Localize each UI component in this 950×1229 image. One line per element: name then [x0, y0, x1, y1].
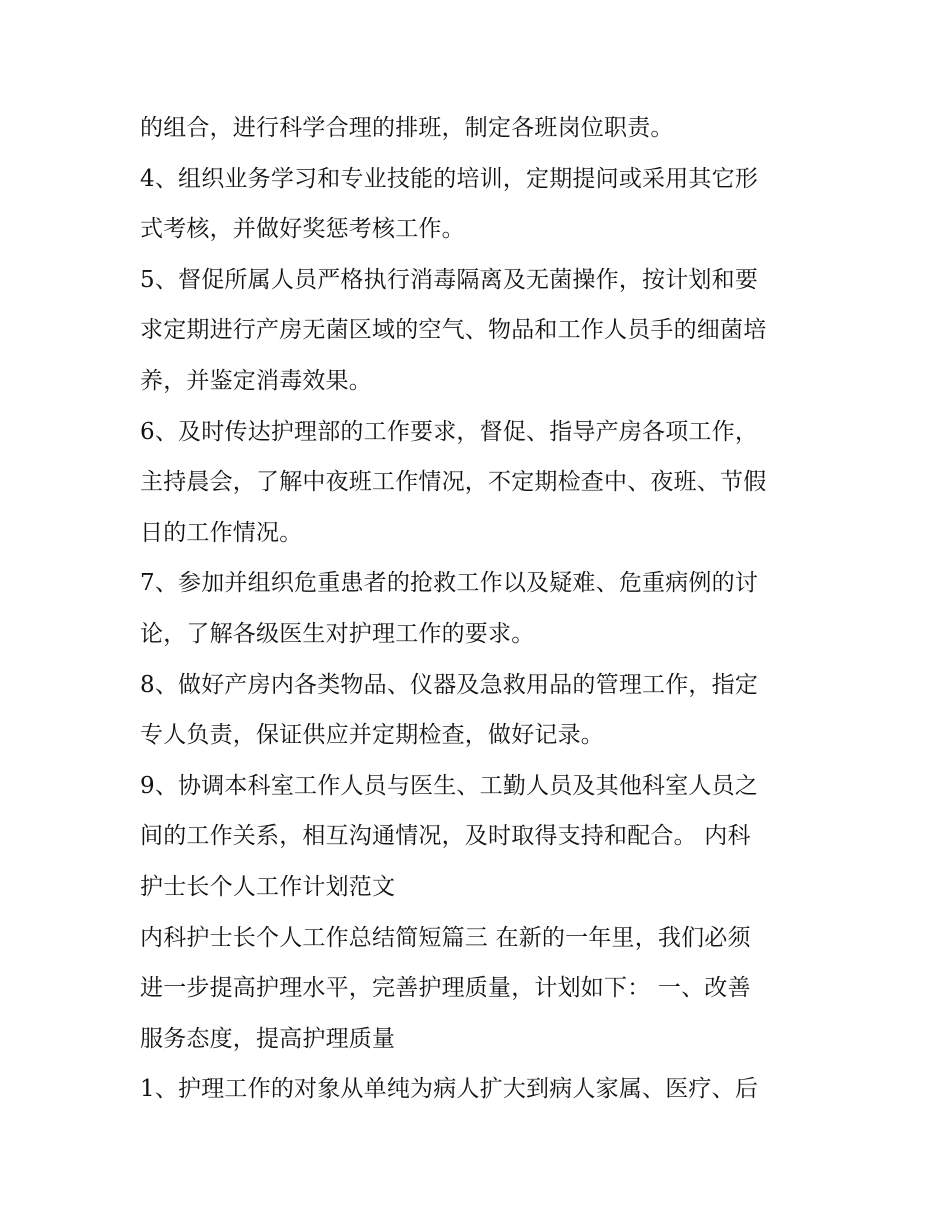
text-line: 日的工作情况。 [140, 519, 303, 546]
text-line: 进一步提高护理水平，完善护理质量，计划如下： 一、改善 [140, 975, 751, 1002]
text-line: 5、督促所属人员严格执行消毒隔离及无菌操作，按计划和要 [140, 266, 759, 293]
text-line: 1、护理工作的对象从单纯为病人扩大到病人家属、医疗、后 [140, 1076, 759, 1103]
text-line: 间的工作关系，相互沟通情况，及时取得支持和配合。 内科 [140, 823, 751, 850]
text-line: 6、及时传达护理部的工作要求，督促、指导产房各项工作， [140, 418, 759, 445]
text-line: 内科护士长个人工作总结简短篇三 在新的一年里，我们必须 [140, 924, 751, 951]
text-line: 论，了解各级医生对护理工作的要求。 [140, 620, 535, 647]
text-line: 4、组织业务学习和专业技能的培训，定期提问或采用其它形 [140, 165, 759, 192]
text-line: 专人负责，保证供应并定期检查，做好记录。 [140, 722, 604, 749]
text-line: 求定期进行产房无菌区域的空气、物品和工作人员手的细菌培 [140, 317, 767, 344]
document-body [140, 103, 820, 1115]
text-line: 式考核，并做好奖惩考核工作。 [140, 216, 465, 243]
text-line: 9、协调本科室工作人员与医生、工勤人员及其他科室人员之 [140, 772, 759, 799]
text-line: 7、参加并组织危重患者的抢救工作以及疑难、危重病例的讨 [140, 570, 759, 597]
text-line: 养，并鉴定消毒效果。 [140, 367, 372, 394]
text-line: 主持晨会，了解中夜班工作情况，不定期检查中、夜班、节假 [140, 469, 767, 496]
text-line: 8、做好产房内各类物品、仪器及急救用品的管理工作，指定 [140, 671, 759, 698]
text-line: 护士长个人工作计划范文 [140, 873, 396, 900]
text-line: 的组合，进行科学合理的排班，制定各班岗位职责。 [140, 115, 674, 141]
text-line: 服务态度，提高护理质量 [140, 1025, 396, 1052]
